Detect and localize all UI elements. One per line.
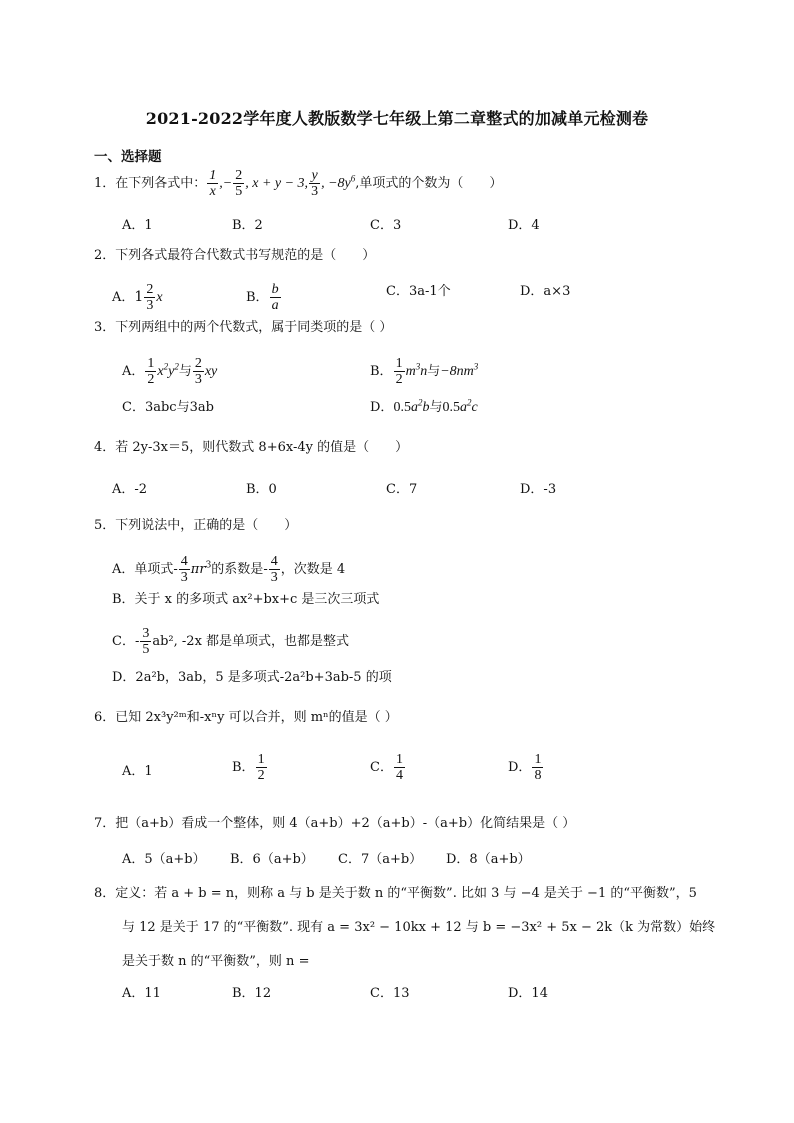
section-heading: 一、选择题 [94,149,162,165]
question-8-option-b[interactable]: B．12 [232,986,272,1001]
question-7-option-c[interactable]: C．7（a+b） [338,852,423,867]
question-1-stem: 1．在下列各式中： $\frac{1}{x}$ ,− $\frac{2}{5}$ , x + y − 3, $\frac{y}{3}$ , $-8y^6$,单项式的个数为（ ） [94,168,503,199]
question-1-option-b[interactable]: B．2 [232,218,263,233]
question-2-option-b[interactable]: B． $\frac{b}{a}$ [246,282,279,313]
question-6-option-b[interactable]: B． $\frac{1}{2}$ [232,752,265,783]
question-6-option-a[interactable]: A．1 [122,764,153,779]
question-5-stem: 5．下列说法中，正确的是（ ） [94,518,298,533]
page-title: 2021-2022学年度人教版数学七年级上第二章整式的加减单元检测卷 [145,109,649,128]
question-6-stem: 6．已知 2x³y²ᵐ和-xⁿy 可以合并，则 mⁿ的值是（ ） [94,710,398,725]
question-3-stem: 3．下列两组中的两个代数式，属于同类项的是（ ） [94,320,393,335]
question-3-option-d[interactable]: D．$0.5a^2b$与$0.5a^2c$ [370,397,478,415]
question-3-option-b[interactable]: B． $\frac{1}{2}$ $m^3n$与$-8nm^3$ [370,356,479,387]
fraction-b-over-a: $\frac{b}{a}$ [271,282,279,313]
question-8-option-c[interactable]: C．13 [370,986,410,1001]
question-8-option-d[interactable]: D．14 [508,986,548,1001]
question-8-line-1: 8．定义：若 a + b = n，则称 a 与 b 是关于数 n 的“平衡数”. 比如 3 与 −4 是关于 −1 的“平衡数”，5 [94,886,697,901]
question-2-option-d[interactable]: D．a×3 [520,284,571,299]
question-5-option-c[interactable]: C．- $\frac{3}{5}$ ab², -2x 都是单项式，也都是整式 [112,626,350,657]
question-1-option-d[interactable]: D．4 [508,218,540,233]
question-5-option-a[interactable]: A．单项式- $\frac{4}{3}$ $\pi r^3$的系数是- $\frac{4}{3}$ ，次数是 4 [112,554,346,585]
question-2-option-c[interactable]: C．3a-1个 [386,284,451,299]
fraction-1-over-x: $\frac{1}{x}$ [209,168,217,199]
question-4-stem: 4．若 2y-3x＝5，则代数式 8+6x-4y 的值是（ ） [94,440,409,455]
question-2-option-a[interactable]: A．1 $\frac{2}{3}$ x [112,282,163,313]
question-6-option-c[interactable]: C． $\frac{1}{4}$ [370,752,403,783]
question-8-line-3: 是关于数 n 的“平衡数”，则 n = [122,954,310,969]
question-6-option-d[interactable]: D． $\frac{1}{8}$ [508,752,542,783]
question-8-line-2: 与 12 是关于 17 的“平衡数”. 现有 a = 3x² − 10kx + 12 与 b = −3x² + 5x − 2k（k 为常数）始终 [122,920,716,935]
fraction-2-over-3: $\frac{2}{3}$ [146,282,154,313]
question-7-option-b[interactable]: B．6（a+b） [230,852,314,867]
question-2-stem: 2．下列各式最符合代数式书写规范的是（ ） [94,248,376,263]
question-5-option-d[interactable]: D．2a²b，3ab，5 是多项式-2a²b+3ab-5 的项 [112,670,392,685]
question-4-option-a[interactable]: A．-2 [112,482,148,497]
question-4-option-d[interactable]: D．-3 [520,482,557,497]
question-7-option-d[interactable]: D．8（a+b） [446,852,531,867]
question-4-option-c[interactable]: C．7 [386,482,418,497]
question-3-option-a[interactable]: A． $\frac{1}{2}$ $x^2y^2$与 $\frac{2}{3}$ xy [122,356,218,387]
question-1-option-c[interactable]: C．3 [370,218,402,233]
fraction-2-over-5: $\frac{2}{5}$ [235,168,243,199]
fraction-y-over-3: $\frac{y}{3}$ [311,168,319,199]
question-7-option-a[interactable]: A．5（a+b） [122,852,206,867]
question-7-stem: 7．把（a+b）看成一个整体，则 4（a+b）+2（a+b）-（a+b）化简结果是（ ） [94,816,576,831]
question-5-option-b[interactable]: B．关于 x 的多项式 ax²+bx+c 是三次三项式 [112,592,380,607]
question-1-option-a[interactable]: A．1 [122,218,153,233]
question-3-option-c[interactable]: C．3abc与3ab [122,400,214,415]
question-4-option-b[interactable]: B．0 [246,482,277,497]
question-8-option-a[interactable]: A．11 [122,986,161,1001]
